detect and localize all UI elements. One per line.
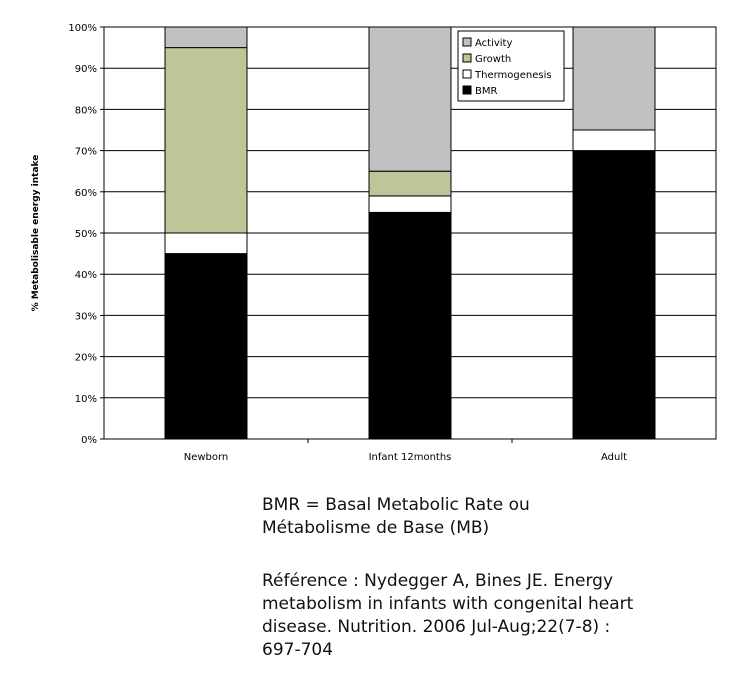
legend-swatch [463, 54, 471, 62]
legend-swatch [463, 38, 471, 46]
reference-line-3: disease. Nutrition. 2006 Jul-Aug;22(7-8) : [262, 617, 611, 637]
reference-line-4: 697-704 [262, 640, 334, 660]
bar-segment-activity [369, 27, 451, 171]
y-tick-label: 20% [74, 352, 97, 364]
y-tick-label: 0% [81, 435, 97, 446]
reference-text [262, 570, 722, 662]
bar-segment-thermogenesis [165, 233, 247, 254]
legend-label: Growth [475, 54, 512, 65]
bmr-definition [262, 494, 722, 540]
x-tick-label: Adult [600, 452, 628, 463]
bar-segment-thermogenesis [573, 130, 655, 151]
y-tick-label: 30% [74, 311, 97, 323]
bar-segment-activity [165, 27, 247, 48]
y-tick-label: 40% [74, 270, 97, 282]
bar-segment-bmr [165, 254, 247, 439]
bar-segment-activity [573, 27, 655, 130]
bar-segment-growth [165, 48, 247, 233]
x-tick-labels [184, 439, 627, 463]
bar-segment-bmr [369, 212, 451, 439]
definition-line-2: Métabolisme de Base (MB) [262, 518, 490, 538]
legend-swatch [463, 70, 471, 78]
legend-label: Activity [475, 38, 513, 49]
reference-line-1: Référence : Nydegger A, Bines JE. Energy [262, 571, 613, 591]
legend-swatch [463, 86, 471, 94]
y-tick-label: 70% [74, 146, 97, 158]
legend [458, 31, 564, 101]
bars [165, 27, 655, 439]
y-tick-label: 100% [68, 23, 97, 34]
legend-label: Thermogenesis [475, 70, 552, 81]
x-tick-label: Infant 12months [368, 452, 452, 463]
bar-segment-bmr [573, 151, 655, 439]
y-tick-label: 10% [74, 393, 97, 405]
y-tick-label: 80% [74, 105, 97, 117]
x-tick-label: Newborn [183, 452, 229, 463]
y-tick-label: 60% [74, 187, 97, 199]
y-tick-label: 50% [74, 229, 97, 240]
bar-segment-thermogenesis [369, 196, 451, 212]
y-axis-title: % Metabolisable energy intake [31, 154, 41, 312]
legend-label: BMR [475, 86, 498, 97]
y-tick-labels [68, 23, 104, 446]
y-tick-label: 90% [74, 64, 97, 76]
bar-segment-growth [369, 171, 451, 196]
definition-line-1: BMR = Basal Metabolic Rate ou [262, 495, 530, 515]
reference-line-2: metabolism in infants with congenital heart [262, 594, 634, 614]
